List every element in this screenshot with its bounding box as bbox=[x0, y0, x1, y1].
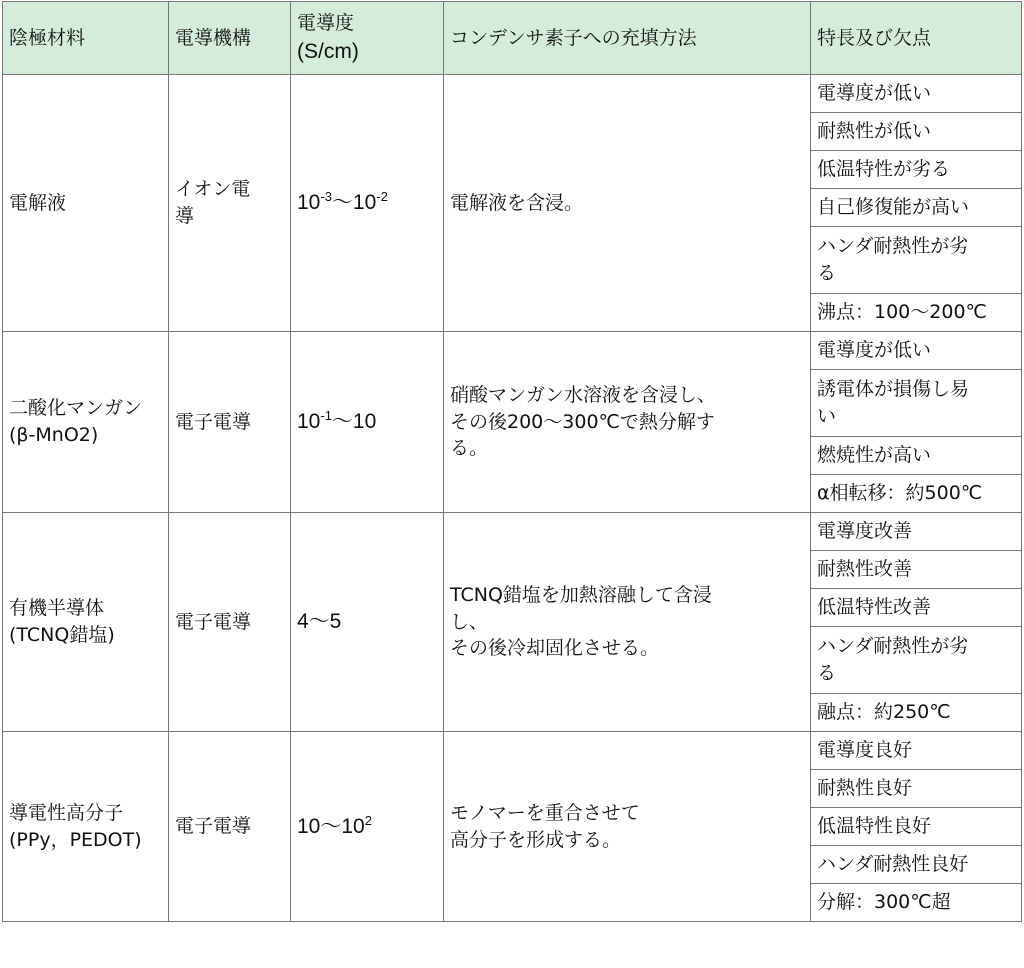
conductivity-base: 10 bbox=[297, 191, 321, 215]
feature-cell: 耐熱性が低い bbox=[811, 113, 1022, 151]
cathode-cell: 電解液 bbox=[3, 75, 169, 332]
mechanism-cell: 電子電導 bbox=[169, 513, 291, 732]
feature-cell: 低温特性が劣る bbox=[811, 151, 1022, 189]
conductivity-exponent: -3 bbox=[320, 189, 332, 205]
conductivity-cell: 4～5 bbox=[291, 513, 444, 732]
header-row bbox=[3, 2, 1022, 75]
mechanism-cell: イオン電 導 bbox=[169, 75, 291, 332]
conductivity-base: 10 bbox=[297, 410, 321, 434]
header-conductivity-unit: (S/cm) bbox=[297, 39, 359, 63]
table-row bbox=[3, 332, 1022, 370]
feature-cell: 電導度が低い bbox=[811, 75, 1022, 113]
conductivity-cell bbox=[291, 332, 444, 513]
feature-cell: 耐熱性良好 bbox=[811, 770, 1022, 808]
table-row bbox=[3, 513, 1022, 551]
cathode-cell: 有機半導体 (TCNQ錯塩) bbox=[3, 513, 169, 732]
header-conductivity-label: 電導度 bbox=[297, 12, 355, 34]
filling-cell: 電解液を含浸。 bbox=[444, 75, 811, 332]
conductivity-cell bbox=[291, 732, 444, 922]
feature-cell: 電導度が低い bbox=[811, 332, 1022, 370]
header-conductivity bbox=[291, 2, 444, 75]
feature-cell: ハンダ耐熱性が劣 る bbox=[811, 627, 1022, 694]
feature-cell: 低温特性良好 bbox=[811, 808, 1022, 846]
feature-cell: ハンダ耐熱性良好 bbox=[811, 846, 1022, 884]
conductivity-exponent: -2 bbox=[376, 189, 388, 205]
conductivity-cell bbox=[291, 75, 444, 332]
mechanism-cell: 電子電導 bbox=[169, 332, 291, 513]
feature-cell: ハンダ耐熱性が劣 る bbox=[811, 227, 1022, 294]
feature-cell: 誘電体が損傷し易 い bbox=[811, 370, 1022, 437]
feature-cell: 自己修復能が高い bbox=[811, 189, 1022, 227]
conductivity-base: 10～10 bbox=[297, 814, 365, 838]
header-filling: コンデンサ素子への充填方法 bbox=[444, 2, 811, 75]
feature-cell: 沸点：100～200℃ bbox=[811, 294, 1022, 332]
cathode-cell: 二酸化マンガン (β-MnO2) bbox=[3, 332, 169, 513]
header-features: 特長及び欠点 bbox=[811, 2, 1022, 75]
header-mechanism: 電導機構 bbox=[169, 2, 291, 75]
filling-cell: TCNQ錯塩を加熱溶融して含浸 し、 その後冷却固化させる。 bbox=[444, 513, 811, 732]
filling-cell: モノマーを重合させて 高分子を形成する。 bbox=[444, 732, 811, 922]
conductivity-exponent: -1 bbox=[320, 408, 332, 424]
header-cathode: 陰極材料 bbox=[3, 2, 169, 75]
table-row bbox=[3, 732, 1022, 770]
feature-cell: 融点：約250℃ bbox=[811, 694, 1022, 732]
conductivity-range: ～10 bbox=[331, 410, 377, 434]
feature-cell: 耐熱性改善 bbox=[811, 551, 1022, 589]
table-row bbox=[3, 75, 1022, 113]
cathode-cell: 導電性高分子 (PPy，PEDOT) bbox=[3, 732, 169, 922]
feature-cell: 電導度改善 bbox=[811, 513, 1022, 551]
feature-cell: α相転移：約500℃ bbox=[811, 475, 1022, 513]
comparison-table bbox=[2, 1, 1022, 922]
conductivity-range: ～10 bbox=[331, 191, 377, 215]
conductivity-exponent: 2 bbox=[364, 812, 372, 828]
feature-cell: 燃焼性が高い bbox=[811, 437, 1022, 475]
mechanism-cell: 電子電導 bbox=[169, 732, 291, 922]
filling-cell: 硝酸マンガン水溶液を含浸し、 その後200～300℃で熱分解す る。 bbox=[444, 332, 811, 513]
feature-cell: 分解：300℃超 bbox=[811, 884, 1022, 922]
feature-cell: 電導度良好 bbox=[811, 732, 1022, 770]
feature-cell: 低温特性改善 bbox=[811, 589, 1022, 627]
